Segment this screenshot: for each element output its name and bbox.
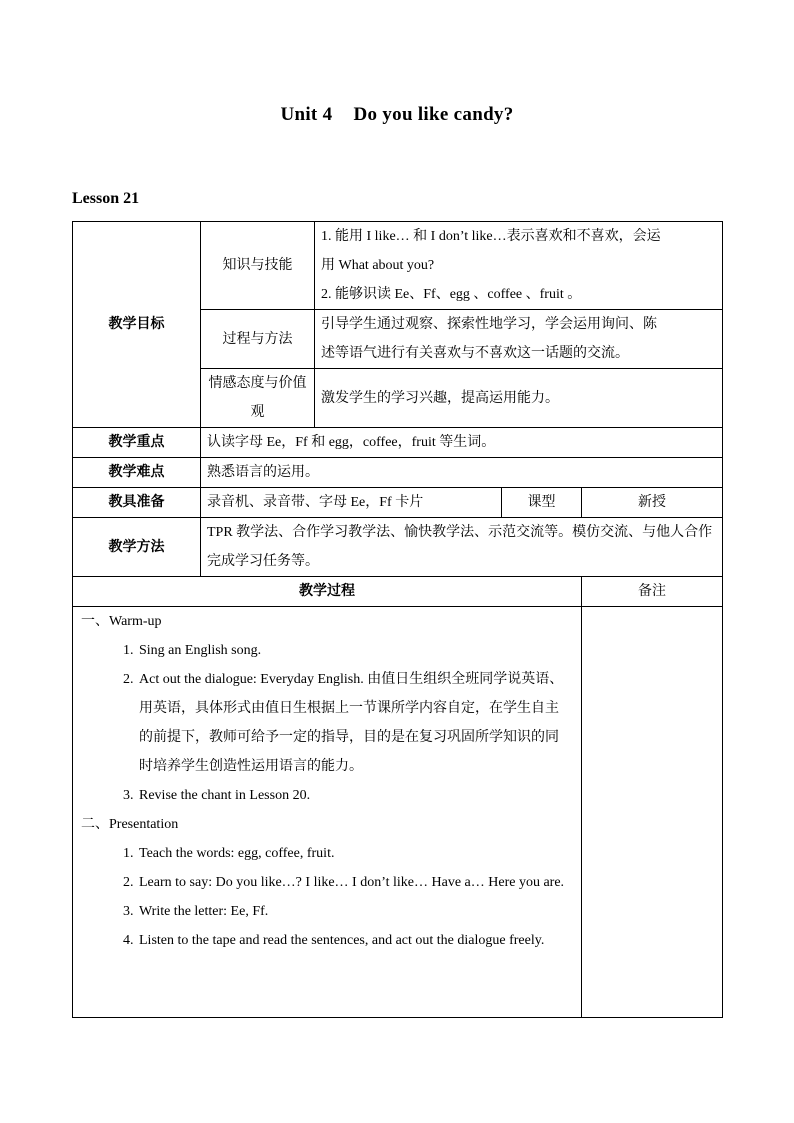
key-points-row bbox=[73, 428, 723, 458]
lesson-plan-table bbox=[72, 221, 723, 1018]
objective-knowledge-line: 1. 能用 I like… 和 I don’t like…表示喜欢和不喜欢，会运 bbox=[321, 229, 661, 244]
difficulty-row bbox=[73, 458, 723, 488]
tools-label: 教具准备 bbox=[73, 488, 201, 518]
method-row bbox=[73, 518, 723, 577]
process-header: 教学过程 bbox=[73, 577, 582, 607]
objective-knowledge-label: 知识与技能 bbox=[201, 222, 315, 310]
warmup-item: 1. Sing an English song. bbox=[137, 636, 569, 665]
warmup-title: 一、Warm-up bbox=[81, 614, 162, 629]
objective-process-line: 引导学生通过观察、探索性地学习，学会运用询问、陈 bbox=[321, 317, 657, 332]
difficulty-value: 熟悉语言的运用。 bbox=[201, 458, 723, 488]
process-header-row bbox=[73, 577, 723, 607]
objective-attitude-line: 激发学生的学习兴趣，提高运用能力。 bbox=[321, 390, 559, 406]
warmup-item: 2. Act out the dialogue: Everyday English. 由值日生组织全班同学说英语、用英语，具体形式由值日生根据上一节课所学内容自定，在学生自主的前提下，教师可给予一定的指导，目的是在复习巩固所学知识的同时培养学生创造性运用语言的能力。 bbox=[137, 665, 569, 781]
objective-knowledge-line: 用 What about you? bbox=[321, 258, 435, 273]
objective-row-knowledge bbox=[73, 222, 723, 310]
objective-process-label: 过程与方法 bbox=[201, 310, 315, 369]
tools-row bbox=[73, 488, 723, 518]
method-value: TPR 教学法、合作学习教学法、愉快教学法、示范交流等。模仿交流、与他人合作完成学习任务等。 bbox=[201, 518, 723, 577]
objective-process-content bbox=[315, 310, 723, 369]
warmup-list bbox=[73, 636, 581, 810]
objective-process-line: 述等语气进行有关喜欢与不喜欢这一话题的交流。 bbox=[321, 346, 629, 361]
objective-knowledge-line: 2. 能够识读 Ee、Ff、egg 、coffee 、fruit 。 bbox=[321, 287, 582, 302]
presentation-item: 4. Listen to the tape and read the sentences, and act out the dialogue freely. bbox=[137, 926, 569, 955]
lesson-type-label: 课型 bbox=[502, 488, 582, 518]
process-content bbox=[73, 607, 582, 1018]
lesson-heading: Lesson 21 bbox=[72, 190, 140, 207]
tools-value: 录音机、录音带、字母 Ee，Ff 卡片 bbox=[201, 488, 502, 518]
notes-header: 备注 bbox=[582, 577, 723, 607]
key-points-value: 认读字母 Ee，Ff 和 egg，coffee，fruit 等生词。 bbox=[201, 428, 723, 458]
objectives-label: 教学目标 bbox=[73, 222, 201, 428]
objective-knowledge-content bbox=[315, 222, 723, 310]
difficulty-label: 教学难点 bbox=[73, 458, 201, 488]
presentation-item: 3. Write the letter: Ee, Ff. bbox=[137, 897, 569, 926]
warmup-item: 3. Revise the chant in Lesson 20. bbox=[137, 781, 569, 810]
document-title bbox=[0, 104, 794, 126]
process-body-row bbox=[73, 607, 723, 1018]
presentation-title: 二、Presentation bbox=[81, 817, 179, 832]
objective-attitude-label: 情感态度与价值观 bbox=[201, 369, 315, 428]
title-unit: Unit 4 bbox=[280, 104, 333, 125]
presentation-item: 1. Teach the words: egg, coffee, fruit. bbox=[137, 839, 569, 868]
notes-content bbox=[582, 607, 723, 1018]
method-label: 教学方法 bbox=[73, 518, 201, 577]
lesson-type-value: 新授 bbox=[582, 488, 723, 518]
title-text: Do you like candy? bbox=[353, 104, 514, 125]
objective-attitude-content bbox=[315, 369, 723, 428]
presentation-list bbox=[73, 839, 581, 955]
key-points-label: 教学重点 bbox=[73, 428, 201, 458]
presentation-item: 2. Learn to say: Do you like…? I like… I don’t like… Have a… Here you are. bbox=[137, 868, 569, 897]
